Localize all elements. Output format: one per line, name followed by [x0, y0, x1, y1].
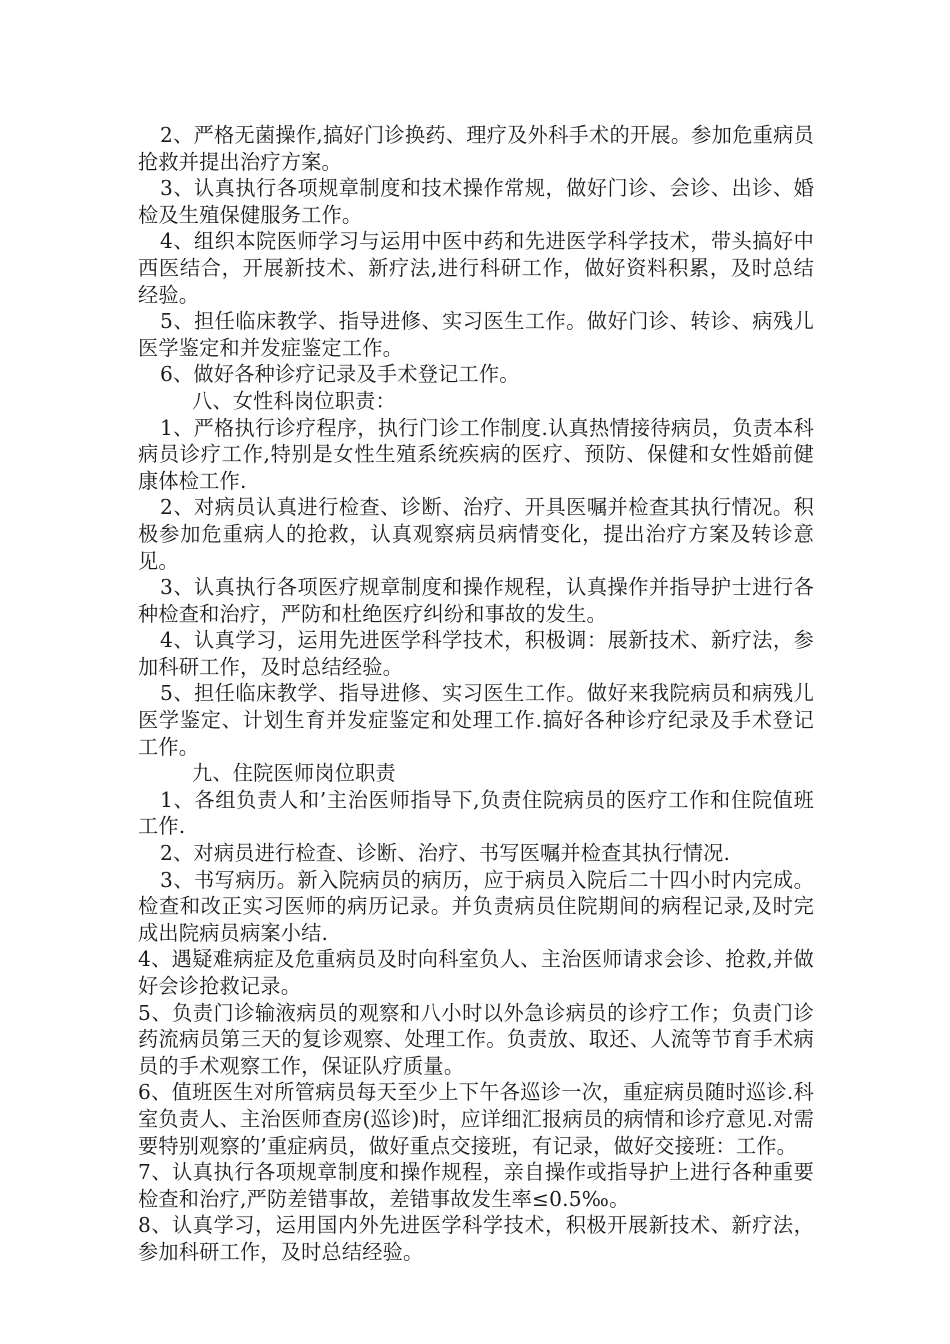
duty-item: 3、认真执行各项规章制度和技术操作常规，做好门诊、会诊、出诊、婚检及生殖保健服务工作。	[138, 176, 814, 227]
duty-item: 2、对病员进行检查、诊断、治疗、书写医嘱并检查其执行情况.	[160, 841, 731, 866]
duty-item: 5、负责门诊输液病员的观察和八小时以外急诊病员的诊疗工作；负责门诊药流病员第三天的复诊观察、处理工作。负责放、取还、人流等节育手术病员的手术观察工作，保证队疗质量。	[138, 1000, 814, 1078]
duty-item: 6、做好各种诊疗记录及手术登记工作。	[160, 362, 520, 387]
duty-item: 5、担任临床教学、指导进修、实习医生工作。做好来我院病员和病残儿医学鉴定、计划生育并发症鉴定和处理工作.搞好各种诊疗纪录及手术登记工作。	[138, 681, 814, 759]
duty-item: 4、组织本院医师学习与运用中医中药和先进医学科学技术，带头搞好中西医结合，开展新技术、新疗法,进行科研工作，做好资料积累，及时总结经验。	[138, 229, 814, 307]
duty-item: 7、认真执行各项规章制度和操作规程，亲自操作或指导护上进行各种重要检查和治疗,严防差错事故，差错事故发生率≤0.5‰。	[138, 1160, 814, 1211]
duty-item: 8、认真学习，运用国内外先进医学科学技术，积极开展新技术、新疗法，参加科研工作，及时总结经验。	[138, 1213, 814, 1264]
duty-item: 2、对病员认真进行检查、诊断、治疗、开具医嘱并检查其执行情况。积极参加危重病人的抢救，认真观察病员病情变化，提出治疗方案及转诊意见。	[138, 495, 814, 573]
duty-item: 6、值班医生对所管病员每天至少上下午各巡诊一次，重症病员随时巡诊.科室负责人、主治医师查房(巡诊)时，应详细汇报病员的病情和诊疗意见.对需要特别观察的’重症病员，做好重点交接班，有记录，做好交接班：工作。	[138, 1080, 814, 1158]
duty-item: 4、遇疑难病症及危重病员及时向科室负人、主治医师请求会诊、抢救,并做好会诊抢救记录。	[138, 947, 814, 998]
section-heading: 九、住院医师岗位职责	[192, 761, 396, 786]
duty-item: 3、认真执行各项医疗规章制度和操作规程，认真操作并指导护士进行各种检查和治疗，严防和杜绝医疗纠纷和事故的发生。	[138, 575, 814, 626]
duty-item: 2、严格无菌操作,搞好门诊换药、理疗及外科手术的开展。参加危重病员抢救并提出治疗方案。	[138, 123, 814, 174]
section-heading: 八、女性科岗位职责：	[192, 388, 396, 413]
duty-item: 5、担任临床教学、指导进修、实习医生工作。做好门诊、转诊、病残儿医学鉴定和并发症鉴定工作。	[138, 309, 814, 360]
document-page	[138, 122, 814, 1266]
duty-item: 3、书写病历。新入院病员的病历，应于病员入院后二十四小时内完成。检查和改正实习医师的病历记录。并负责病员住院期间的病程记录,及时完成出院病员病案小结.	[138, 867, 814, 945]
duty-item: 1、严格执行诊疗程序，执行门诊工作制度.认真热情接待病员，负责本科病员诊疗工作,特别是女性生殖系统疾病的医疗、预防、保健和女性婚前健康体检工作.	[138, 415, 814, 493]
duty-item: 1、各组负责人和’主治医师指导下,负责住院病员的医疗工作和住院值班工作.	[138, 787, 814, 839]
duty-item: 4、认真学习，运用先进医学科学技术，积极调：展新技术、新疗法，参加科研工作，及时总结经验。	[138, 628, 814, 679]
